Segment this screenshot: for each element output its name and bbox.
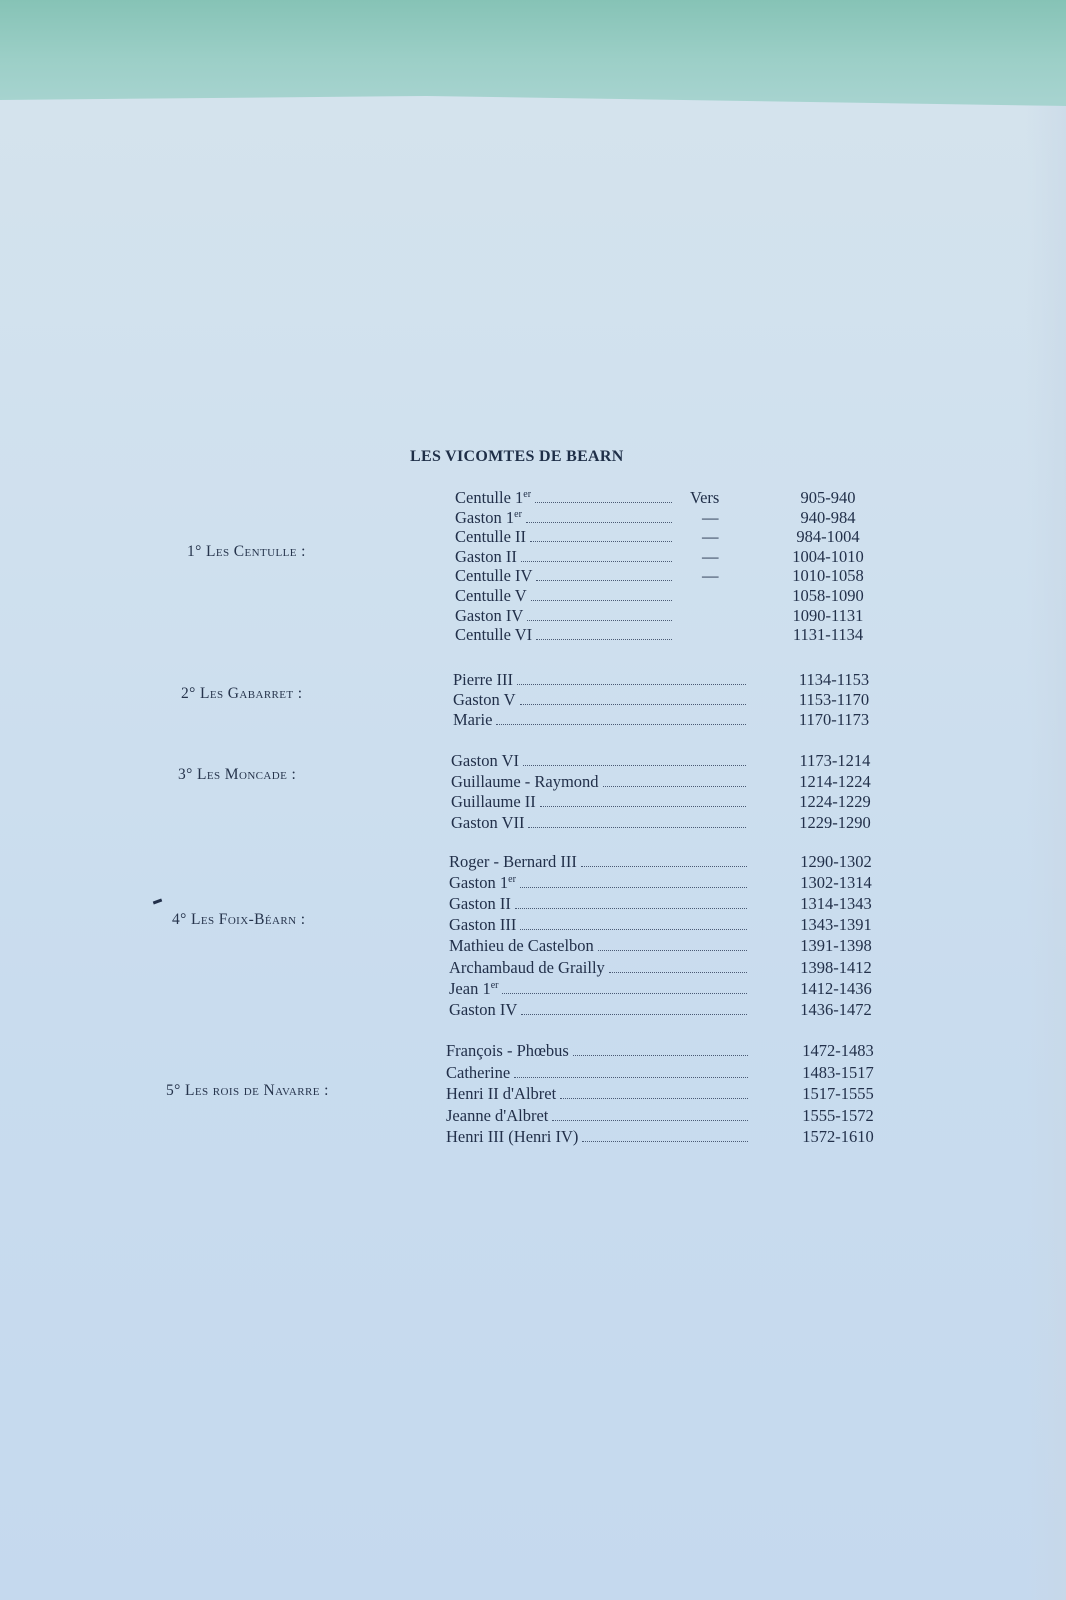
dot-leader (609, 958, 747, 973)
list-item (449, 852, 886, 872)
list-item (455, 586, 878, 606)
ruler-name: Gaston II (455, 546, 517, 566)
dot-leader (530, 527, 672, 542)
list-item (455, 527, 878, 547)
reign-years: 1131-1134 (792, 625, 864, 645)
reign-years: 1170-1173 (798, 710, 870, 730)
ruler-name: Roger - Bernard III (449, 852, 577, 871)
dot-leader (520, 915, 747, 930)
dot-leader (598, 936, 747, 951)
dot-leader (515, 894, 747, 909)
dot-leader (581, 852, 747, 867)
vers-marker: — (702, 507, 719, 527)
dot-leader (552, 1106, 748, 1121)
dot-leader (521, 1000, 747, 1015)
list-item (455, 547, 878, 567)
ruler-name: Gaston VII (451, 812, 525, 832)
group-label: 2° Les Gabarret : (181, 685, 303, 702)
ruler-name: Gaston 1er (455, 507, 522, 527)
list-item (449, 894, 886, 914)
list-item (451, 772, 885, 792)
reign-years: 1343-1391 (800, 915, 872, 935)
dot-leader (560, 1084, 748, 1099)
dot-leader (536, 625, 672, 640)
ruler-name: Gaston 1er (449, 873, 516, 893)
list-item (453, 670, 884, 690)
reign-years: 1224-1229 (799, 792, 871, 811)
ruler-name: Mathieu de Castelbon (449, 936, 594, 956)
ruler-name: Henri III (Henri IV) (446, 1127, 579, 1147)
reign-years: 1010-1058 (792, 566, 864, 586)
vers-marker: Vers (690, 488, 720, 507)
ruler-name: Henri II d'Albret (446, 1084, 557, 1104)
ruler-name: Pierre III (453, 670, 514, 689)
ruler-name: François - Phœbus (446, 1041, 569, 1060)
dot-leader (514, 1063, 748, 1078)
list-item (449, 873, 886, 893)
dot-leader (535, 488, 672, 503)
ruler-name: Gaston VI (451, 751, 519, 770)
reign-years: 1004-1010 (792, 546, 864, 566)
dot-leader (536, 566, 672, 581)
ruler-name: Centulle II (455, 527, 527, 547)
dot-leader (603, 772, 746, 787)
reign-years: 1290-1302 (800, 852, 872, 871)
dot-leader (520, 873, 747, 888)
ruler-name: Gaston V (453, 690, 516, 710)
vers-marker: — (702, 566, 719, 586)
list-item (446, 1063, 888, 1083)
ruler-name: Catherine (446, 1062, 511, 1082)
reign-years: 1229-1290 (799, 812, 871, 832)
ruler-name: Gaston IV (449, 999, 518, 1019)
list-item (453, 710, 884, 730)
dot-leader (540, 792, 746, 807)
dot-leader (521, 547, 672, 562)
ruler-name: Centulle V (455, 586, 527, 605)
reign-years: 1412-1436 (800, 978, 872, 998)
list-item (451, 751, 885, 771)
reign-years: 1058-1090 (792, 586, 864, 605)
reign-years: 1572-1610 (802, 1127, 874, 1147)
group-label: 4° Les Foix-Béarn : (172, 911, 306, 928)
ruler-name: Gaston II (449, 894, 511, 914)
ruler-name: Archambaud de Grailly (449, 957, 605, 977)
reign-years: 940-984 (800, 507, 856, 527)
list-item (446, 1041, 888, 1061)
list-item (451, 792, 885, 812)
reign-years: 1555-1572 (802, 1105, 874, 1125)
reign-years: 1483-1517 (802, 1062, 874, 1082)
reign-years: 1436-1472 (800, 999, 872, 1019)
dot-leader (526, 508, 672, 523)
list-item (455, 566, 878, 586)
ruler-name: Centulle 1er (455, 488, 532, 507)
list-item (446, 1106, 888, 1126)
list-item (451, 813, 885, 833)
list-item (455, 625, 878, 645)
list-item (455, 488, 878, 508)
ruler-name: Centulle VI (455, 625, 533, 645)
ruler-name: Marie (453, 710, 493, 730)
list-item (449, 979, 886, 999)
list-item (446, 1127, 888, 1147)
dot-leader (528, 813, 746, 828)
ruler-name: Jeanne d'Albret (446, 1105, 549, 1125)
reign-years: 984-1004 (796, 527, 860, 547)
dot-leader (502, 979, 747, 994)
list-item (455, 606, 878, 626)
ruler-name: Gaston III (449, 915, 517, 935)
dot-leader (531, 586, 672, 601)
dot-leader (582, 1127, 748, 1142)
list-item (449, 1000, 886, 1020)
reign-years: 1134-1153 (798, 670, 870, 689)
reign-years: 1173-1214 (799, 751, 871, 770)
reign-years: 1302-1314 (800, 873, 872, 893)
ruler-name: Guillaume II (451, 792, 536, 811)
dot-leader (527, 606, 672, 621)
list-item (455, 508, 878, 528)
reign-years: 905-940 (800, 488, 856, 507)
dot-leader (523, 751, 746, 766)
vers-marker: — (702, 527, 719, 547)
ruler-name: Centulle IV (455, 566, 533, 586)
reign-years: 1398-1412 (800, 957, 872, 977)
dot-leader (496, 710, 746, 725)
reign-years: 1214-1224 (799, 771, 871, 791)
dot-leader (517, 670, 746, 685)
group-label: 5° Les rois de Navarre : (166, 1082, 329, 1099)
list-item (446, 1084, 888, 1104)
reign-years: 1314-1343 (800, 894, 872, 914)
page-title: LES VICOMTES DE BEARN (410, 448, 624, 465)
ruler-name: Gaston IV (455, 605, 524, 625)
list-item (453, 690, 884, 710)
ruler-name: Guillaume - Raymond (451, 771, 599, 791)
list-item (449, 958, 886, 978)
dot-leader (520, 690, 747, 705)
list-item (449, 915, 886, 935)
vers-marker: — (702, 546, 719, 566)
reign-years: 1090-1131 (792, 605, 864, 625)
group-label: 3° Les Moncade : (178, 766, 297, 783)
list-item (449, 936, 886, 956)
reign-years: 1391-1398 (800, 936, 872, 956)
paper-page (0, 96, 1066, 1600)
reign-years: 1517-1555 (802, 1084, 874, 1104)
reign-years: 1153-1170 (798, 690, 870, 710)
dot-leader (573, 1041, 748, 1056)
ruler-name: Jean 1er (449, 978, 499, 998)
reign-years: 1472-1483 (802, 1041, 874, 1060)
group-label: 1° Les Centulle : (187, 543, 306, 560)
